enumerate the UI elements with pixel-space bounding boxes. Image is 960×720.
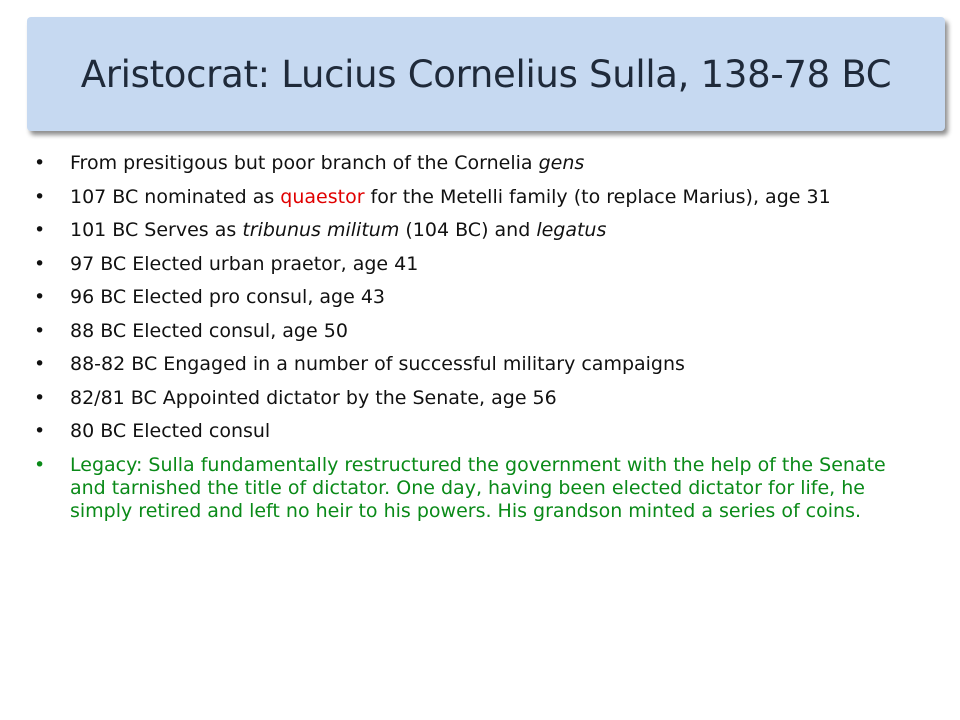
bullet-dot-icon: • bbox=[34, 319, 46, 342]
bullet-dot-icon: • bbox=[34, 252, 46, 275]
bullet-dot-icon: • bbox=[34, 386, 46, 409]
bullet-dot-icon: • bbox=[34, 453, 46, 476]
bullet-dot-icon: • bbox=[34, 185, 46, 208]
bullet-dot-icon: • bbox=[34, 219, 46, 241]
bullet-text: 107 BC nominated as bbox=[70, 185, 281, 208]
bullet-item-praetor bbox=[34, 253, 914, 276]
bullet-item-pro-consul bbox=[34, 286, 914, 309]
bullet-text-continued: for the Metelli family (to replace Marius), age 31 bbox=[364, 185, 831, 208]
bullet-italic-tribunus: tribunus militum bbox=[242, 219, 400, 241]
bullet-item-origin bbox=[34, 152, 914, 175]
bullet-text: From presitigous but poor branch of the Cornelia bbox=[70, 152, 539, 174]
bullet-italic-gens: gens bbox=[538, 152, 585, 174]
bullet-item-campaigns bbox=[34, 353, 914, 376]
bullet-text: 88-82 BC Engaged in a number of successful military campaigns bbox=[70, 353, 685, 375]
bullet-text-legacy: Legacy: Sulla fundamentally restructured the government with the help of the Senate and tarnished the title of dictator. One day, having been elected dictator for life, he simply retired and left no heir to his powers. His grandson minted a series of coins. bbox=[70, 453, 886, 522]
bullet-highlight-quaestor: quaestor bbox=[280, 185, 365, 208]
bullet-item-consul-80 bbox=[34, 420, 914, 443]
bullet-text-continued: (104 BC) and bbox=[399, 219, 537, 241]
bullet-item-tribunus bbox=[34, 219, 914, 242]
slide-title: Aristocrat: Lucius Cornelius Sulla, 138-78 BC bbox=[80, 52, 892, 96]
bullet-text: 96 BC Elected pro consul, age 43 bbox=[70, 286, 386, 308]
bullet-dot-icon: • bbox=[34, 420, 46, 442]
bullet-dot-icon: • bbox=[34, 286, 46, 308]
bullet-text: 80 BC Elected consul bbox=[70, 420, 271, 442]
bullet-dot-icon: • bbox=[34, 152, 46, 174]
bullet-text: 97 BC Elected urban praetor, age 41 bbox=[70, 252, 419, 275]
bullet-item-dictator bbox=[34, 387, 914, 410]
bullet-item-consul-88 bbox=[34, 320, 914, 343]
bullet-list bbox=[34, 152, 914, 533]
bullet-text: 101 BC Serves as bbox=[70, 219, 243, 241]
title-banner bbox=[27, 17, 945, 131]
bullet-dot-icon: • bbox=[34, 353, 46, 375]
bullet-text: 82/81 BC Appointed dictator by the Senate, age 56 bbox=[70, 386, 557, 409]
bullet-italic-legatus: legatus bbox=[536, 219, 607, 241]
bullet-text: 88 BC Elected consul, age 50 bbox=[70, 319, 348, 342]
bullet-item-legacy bbox=[34, 454, 914, 523]
bullet-item-quaestor bbox=[34, 186, 914, 209]
